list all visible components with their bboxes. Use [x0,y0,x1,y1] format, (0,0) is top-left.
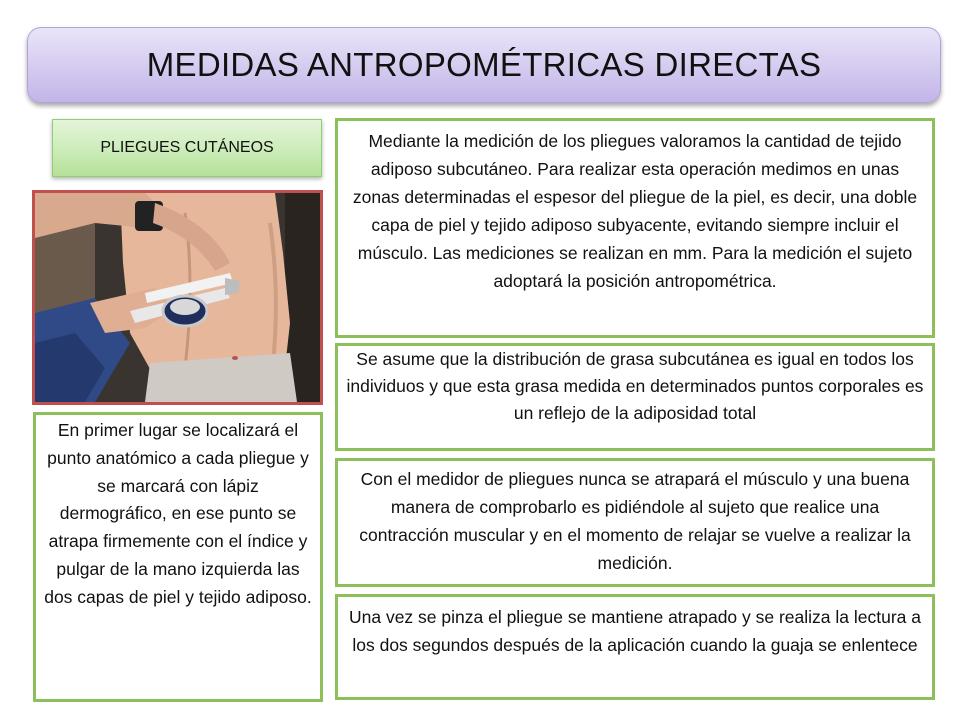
section-label [52,119,322,177]
skinfold-photo [32,190,323,405]
procedure-paragraph: En primer lugar se localizará el punto anatómico a cada pliegue y se marcará con lápiz dermográfico, en ese punto se atrapa firmemente con el índice y pulgar de la mano izquierda las dos capas de piel y tejido adiposo. [44,420,312,607]
assumption-text-box [335,343,935,451]
intro-text-box [335,118,935,338]
muscle-check-text-box [335,458,935,587]
muscle-check-paragraph: Con el medidor de pliegues nunca se atrapará el músculo y una buena manera de comprobarlo es pidiéndole al sujeto que realice una contracción muscular y en el momento de relajar se vuelve a realizar la medición. [359,469,911,573]
slide-title-banner [27,27,941,103]
section-label-text: PLIEGUES CUTÁNEOS [100,139,274,156]
reading-text-box [335,594,935,700]
slide-title: MEDIDAS ANTROPOMÉTRICAS DIRECTAS [146,46,822,83]
assumption-paragraph: Se asume que la distribución de grasa subcutánea es igual en todos los individuos y que esta grasa medida en determinados puntos corporales es un reflejo de la adiposidad total [346,349,924,423]
reading-paragraph: Una vez se pinza el pliegue se mantiene atrapado y se realiza la lectura a los dos segundos después de la aplicación cuando la guaja se enlentece [348,607,921,655]
procedure-text-box [33,412,323,702]
intro-paragraph: Mediante la medición de los pliegues valoramos la cantidad de tejido adiposo subcutáneo. Para realizar esta operación medimos en unas zonas determinadas el espesor del pliegue de la piel, es decir, una doble capa de piel y tejido adiposo subyacente, evitando siempre incluir el músculo. Las mediciones se realizan en mm. Para la medición el sujeto adoptará la posición antropométrica. [352,131,918,291]
skinfold-measurement-illustration [35,193,320,402]
